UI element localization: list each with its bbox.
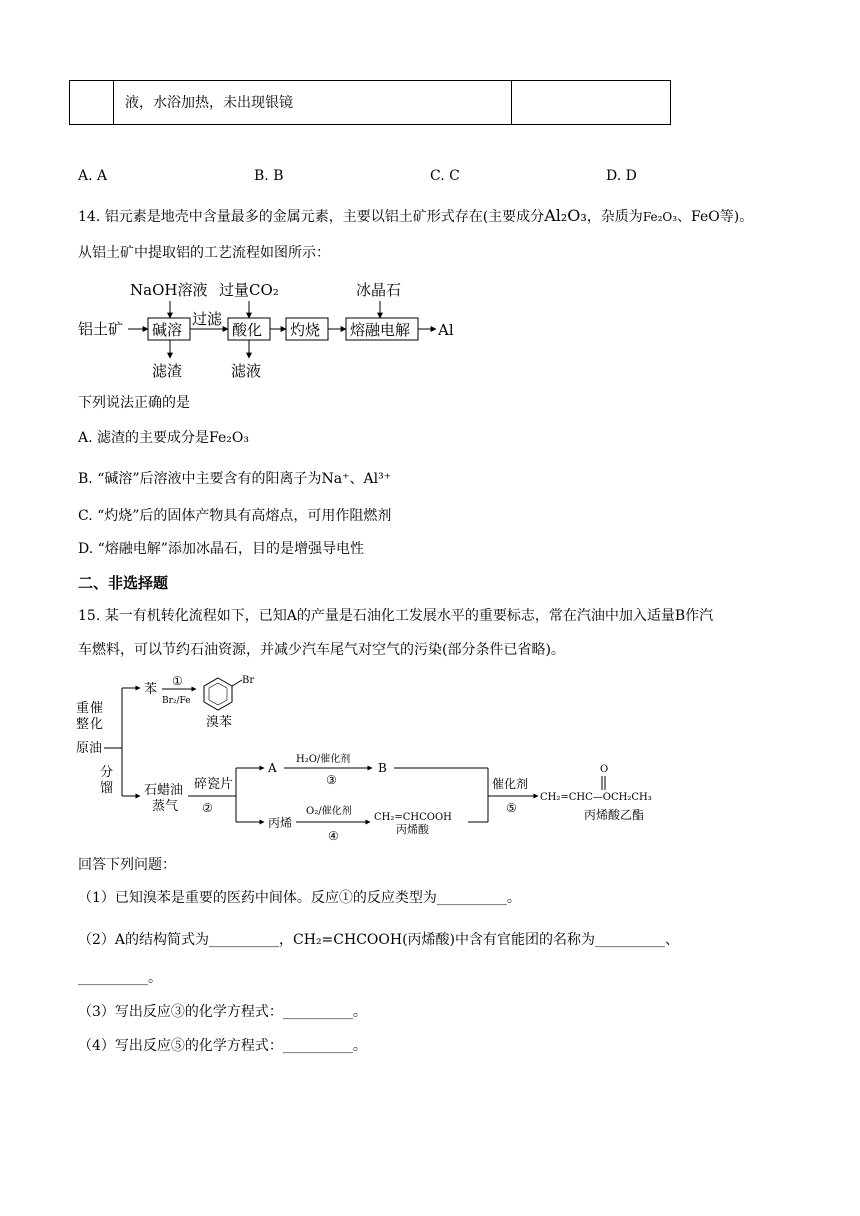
reaction-2-number: ② (202, 801, 213, 815)
table-cell-empty (70, 81, 114, 124)
table-divider (511, 81, 512, 124)
q14-stem-text-b: ，杂质为 (586, 209, 643, 225)
q15-sub1: （1）已知溴苯是重要的医药中间体。反应①的反应类型为__________。 (78, 890, 521, 906)
label-wax-vapor-2: 蒸气 (152, 799, 179, 814)
reaction-4-condition: O₂/催化剂 (306, 806, 352, 817)
flow-filter-label: 过滤 (192, 310, 223, 328)
label-liu: 馏 (100, 781, 114, 796)
q15-stem-line1: 15. 某一有机转化流程如下，已知A的产量是石油化工发展水平的重要标志，常在汽油中加入适量B作汽 (78, 608, 714, 624)
q15-sub2-line1: （2）A的结构简式为__________，CH₂=CHCOOH(丙烯酸)中含有官能团的名称为__________、 (78, 932, 680, 948)
flow-reagent-naoh: NaOH溶液 (130, 281, 208, 299)
q15-sub4: （4）写出反应⑤的化学方程式：__________。 (78, 1038, 367, 1054)
answer-table (69, 80, 671, 125)
label-zhong: 重 (76, 701, 90, 716)
acrylic-acid-name: 丙烯酸 (396, 823, 429, 836)
reaction-5-condition: 催化剂 (492, 777, 529, 791)
flow-start-label: 铝土矿 (78, 320, 124, 338)
q14-option-c[interactable]: C. “灼烧”后的固体产物具有高熔点，可用作阻燃剂 (78, 508, 392, 524)
label-cui: 催 (90, 701, 104, 716)
q14-option-b[interactable]: B. “碱溶”后溶液中主要含有的阳离子为Na⁺、Al³⁺ (78, 471, 392, 487)
label-wax-vapor-1: 石蜡油 (144, 783, 184, 798)
reaction-5-number: ⑤ (506, 801, 517, 815)
acrylic-acid-formula: CH₂=CHCOOH (374, 812, 452, 823)
label-bromobenzene: 溴苯 (206, 715, 233, 730)
organic-conversion-diagram (70, 672, 690, 842)
compound-b: B (378, 761, 387, 775)
label-hua: 化 (90, 717, 104, 732)
q15-stem-line2: 车燃料，可以节约石油资源，并减少汽车尾气对空气的污染(部分条件已省略)。 (78, 642, 565, 658)
q15-sub2-line2: __________。 (78, 970, 162, 986)
label-propene: 丙烯 (268, 816, 293, 830)
flow-reagent-cryolite: 冰晶石 (356, 281, 402, 299)
ester-carbonyl-o: O (600, 764, 609, 775)
q14-option-d[interactable]: D. “熔融电解”添加冰晶石，目的是增强导电性 (78, 541, 364, 557)
bromine-label: Br (242, 675, 255, 686)
compound-a: A (268, 761, 277, 775)
q14-stem-text-a: 14. 铝元素是地壳中含量最多的金属元素，主要以铝土矿形式存在(主要成分 (78, 209, 545, 225)
ethyl-acrylate-formula: CH₂=CHC—OCH₂CH₃ (540, 792, 652, 803)
q15-sub3: （3）写出反应③的化学方程式：__________。 (78, 1004, 367, 1020)
ethyl-acrylate-name: 丙烯酸乙酯 (584, 808, 645, 822)
reaction-1-number: ① (172, 674, 183, 688)
label-zheng: 整 (76, 717, 90, 732)
flow-step-calcine: 灼烧 (290, 321, 321, 339)
flow-step-acidify: 酸化 (232, 321, 263, 339)
q13-option-d[interactable]: D. D (606, 168, 637, 184)
q14-stem-line2: 从铝土矿中提取铝的工艺流程如图所示： (78, 245, 330, 261)
q14-formula-al2o3: Al₂O₃ (544, 206, 587, 225)
aluminum-process-flowchart (76, 274, 476, 384)
flow-step-dissolve: 碱溶 (152, 321, 183, 339)
label-crude-oil: 原油 (76, 741, 103, 756)
label-benzene: 苯 (144, 682, 158, 697)
section-title: 二、非选择题 (78, 574, 169, 592)
reaction-4-number: ④ (328, 829, 339, 842)
reaction-1-condition: Br₂/Fe (162, 696, 191, 706)
q14-option-a[interactable]: A. 滤渣的主要成分是Fe₂O₃ (78, 430, 249, 446)
q13-option-c[interactable]: C. C (430, 168, 460, 184)
q14-stem-text-c: 、FeO等)。 (677, 209, 754, 225)
flow-product-al: Al (438, 321, 454, 339)
benzene-ring-icon (204, 678, 242, 710)
reaction-3-condition: H₂O/催化剂 (296, 754, 351, 765)
label-fen: 分 (100, 765, 114, 780)
q14-prompt: 下列说法正确的是 (78, 395, 190, 411)
q13-option-b[interactable]: B. B (254, 168, 284, 184)
reaction-3-number: ③ (326, 773, 337, 787)
label-porcelain: 碎瓷片 (194, 777, 234, 792)
q15-answer-prompt: 回答下列问题： (78, 857, 176, 873)
q14-stem-line1 (78, 206, 753, 227)
q13-option-a[interactable]: A. A (78, 168, 108, 184)
flow-residue-label: 滤渣 (152, 362, 183, 380)
table-cell-text: 液，水浴加热，未出现银镜 (125, 95, 293, 111)
flow-step-electrolysis: 熔融电解 (350, 321, 411, 339)
flow-reagent-co2: 过量CO₂ (219, 281, 279, 299)
flow-filtrate-label: 滤液 (231, 362, 262, 380)
q14-formula-fe2o3: Fe₂O₃ (642, 210, 678, 224)
